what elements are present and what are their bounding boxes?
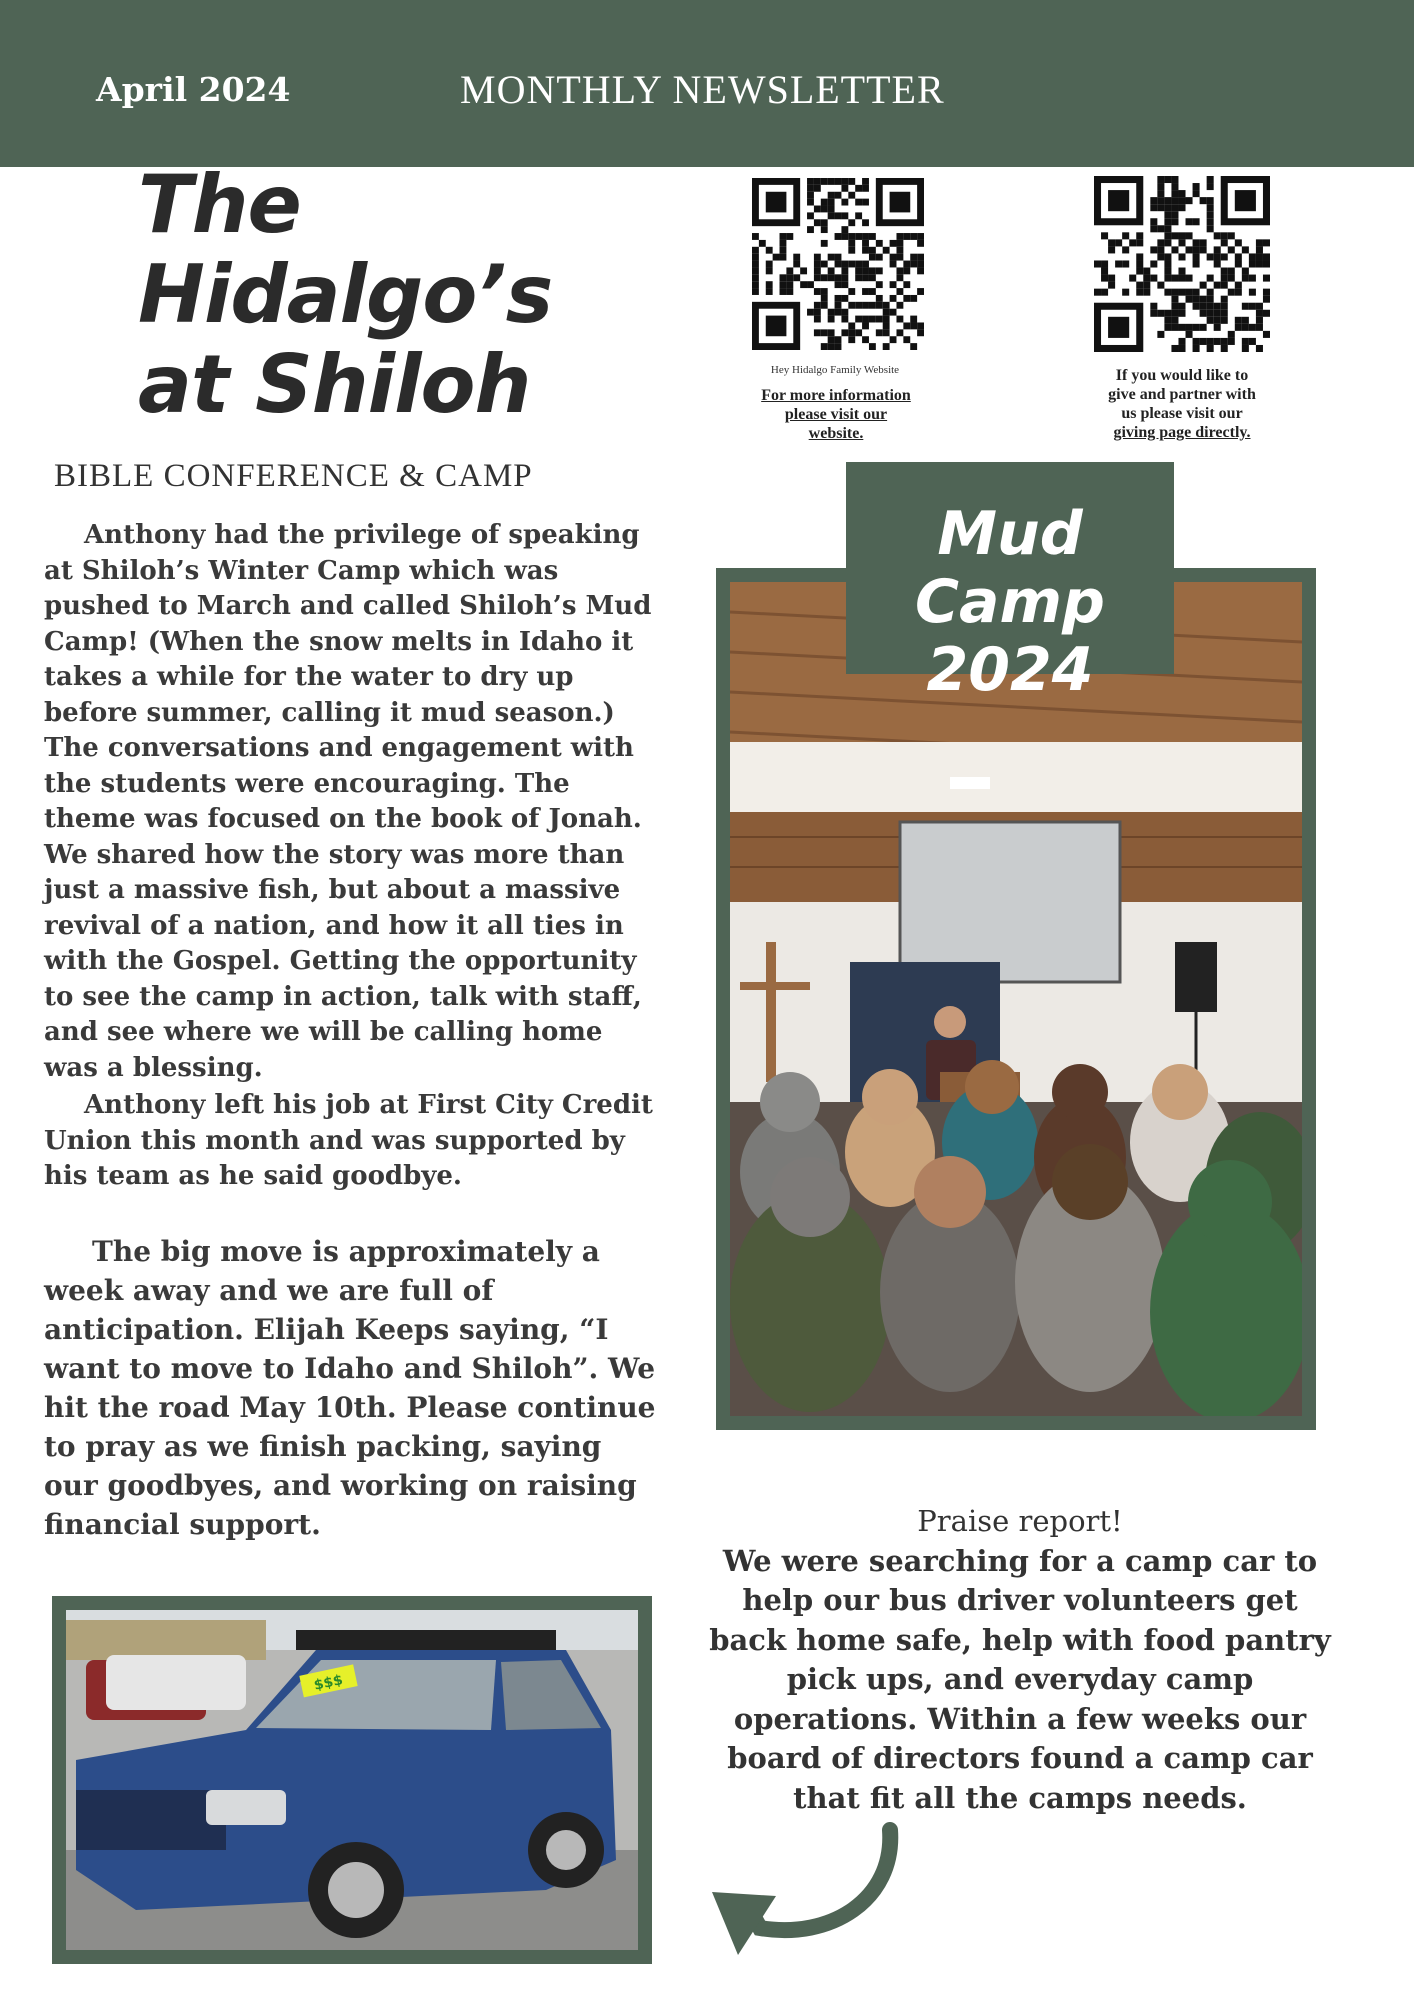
praise-title: Praise report!: [917, 1504, 1123, 1538]
curved-arrow-icon: [690, 1820, 910, 1970]
caption-line: For more information: [761, 387, 911, 404]
masthead-line: Hidalgo’s: [138, 248, 553, 341]
caption-line: please visit our: [784, 406, 888, 423]
giving-page-link[interactable]: [1113, 424, 1250, 441]
caption-line: website.: [808, 425, 864, 442]
camp-speaker-image: [730, 582, 1302, 1416]
article-paragraph-move: The big move is approximately a week away and we are full of anticipation. Elijah Keeps saying, “I want to move to Idaho and Shiloh”. We hit the road May 10th. Please continue to pray as we finish packing, saying our goodbyes, and working on raising financial support.: [44, 1235, 656, 1541]
qr-code-icon: [1094, 176, 1270, 352]
camp-car-image: [66, 1610, 638, 1950]
camp-car-photo: [66, 1610, 638, 1950]
qr-code-icon: [752, 178, 924, 350]
mud-camp-label: [846, 462, 1174, 705]
camp-car-photo-frame: [52, 1596, 652, 1964]
price-sticker: $$$: [312, 1672, 345, 1694]
mud-camp-label-line: Mud Camp: [915, 499, 1105, 637]
caption-line: give and partner with: [1108, 386, 1256, 403]
praise-report: [700, 1502, 1340, 1818]
giving-caption: [1060, 366, 1304, 442]
caption-line: giving page directly.: [1113, 424, 1251, 441]
article-paragraph-job: Anthony left his job at First City Credit Union this month and was supported by his team as he said goodbye.: [44, 1090, 653, 1191]
website-link[interactable]: [716, 386, 956, 443]
qr-small-caption: Hey Hidalgo Family Website: [770, 364, 900, 376]
website-qr-code[interactable]: [752, 178, 924, 350]
mud-camp-label-line: 2024: [926, 635, 1094, 705]
caption-line: If you would like to: [1115, 367, 1249, 384]
header-bar: [0, 0, 1414, 167]
newsletter-title: MONTHLY NEWSLETTER: [460, 67, 945, 112]
masthead-subtitle: BIBLE CONFERENCE & CAMP: [54, 458, 533, 494]
giving-qr-code[interactable]: [1094, 176, 1270, 352]
masthead-line: at Shiloh: [138, 338, 531, 431]
masthead-title: [138, 158, 553, 431]
mud-camp-photo: [730, 582, 1302, 1416]
article-paragraph-mud-camp: Anthony had the privilege of speaking at Shiloh’s Winter Camp which was pushed to March and called Shiloh’s Mud Camp! (When the snow melts in Idaho it takes a while for the water to dry up before summer, calling it mud season.) The conversations and engagement with the students were encouraging. The theme was focused on the book of Jonah. We shared how the story was more than just a massive fish, but about a massive revival of a nation, and how it all ties in with the Gospel. Getting the opportunity to see the camp in action, talk with staff, and see where we will be calling home was a blessing.: [44, 520, 652, 1083]
issue-date: April 2024: [96, 70, 291, 109]
praise-body: We were searching for a camp car to help our bus driver volunteers get back home safe, help with food pantry pick ups, and everyday camp operations. Within a few weeks our board of directors found a camp car that fit all the camps needs.: [709, 1543, 1331, 1815]
caption-line: us please visit our: [1121, 405, 1243, 422]
masthead-line: The: [138, 158, 301, 251]
